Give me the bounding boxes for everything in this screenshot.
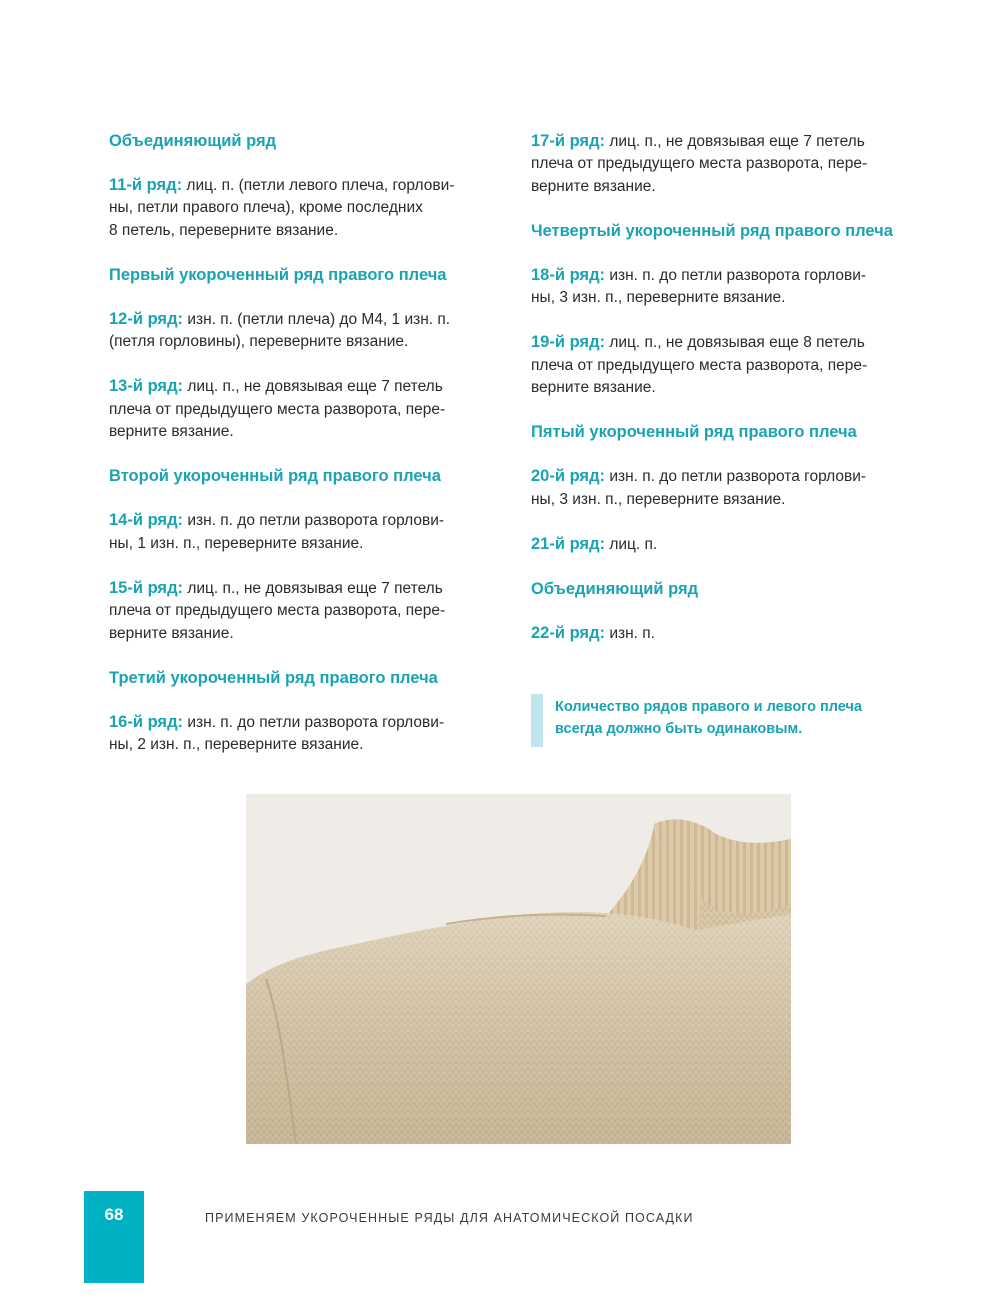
instruction-line — [531, 153, 931, 175]
row-label: 19-й ряд: — [531, 333, 606, 352]
row-label: 13-й ряд: — [109, 377, 184, 396]
row-text: ны, 1 изн. п., переверните вязание. — [109, 534, 364, 552]
section-heading: Пятый укороченный ряд правого плеча — [531, 423, 857, 442]
section-heading: Второй укороченный ряд правого плеча — [109, 467, 441, 486]
row-text: изн. п. (петли плеча) до М4, 1 изн. п. — [183, 310, 451, 328]
row-label: 14-й ряд: — [109, 511, 184, 530]
instruction-line — [531, 176, 931, 198]
section-heading: Объединяющий ряд — [109, 132, 277, 150]
instruction-line — [531, 533, 931, 556]
instruction-line — [109, 509, 509, 532]
instruction-line — [109, 197, 509, 219]
section-heading: Первый укороченный ряд правого плеча — [109, 265, 447, 284]
section-heading: Объединяющий ряд — [531, 580, 699, 599]
instruction-line — [531, 489, 931, 511]
row-instruction — [109, 174, 509, 242]
row-label: 12-й ряд: — [109, 309, 184, 328]
row-instruction — [109, 509, 509, 555]
row-text: плеча от предыдущего места разворота, пере- — [109, 400, 446, 418]
row-text: изн. п. до петли разворота горлови- — [605, 468, 867, 486]
row-text: изн. п. — [605, 625, 655, 643]
row-text: лиц. п., не довязывая еще 7 петель — [183, 378, 443, 396]
row-instruction — [531, 465, 931, 511]
instruction-line — [109, 533, 509, 555]
row-text: ны, петли правого плеча), кроме последних — [109, 199, 423, 217]
section-heading: Четвертый укороченный ряд правого плеча — [531, 221, 893, 240]
instruction-line — [109, 331, 509, 353]
instruction-line — [531, 355, 931, 377]
row-instruction — [531, 622, 931, 645]
instruction-line — [109, 308, 509, 331]
row-instruction — [531, 130, 931, 198]
instruction-line — [531, 331, 931, 354]
row-text: лиц. п. — [605, 535, 658, 553]
row-label: 22-й ряд: — [531, 624, 606, 643]
row-text: плеча от предыдущего места разворота, пере- — [531, 155, 868, 173]
footer-chapter-title: ПРИМЕНЯЕМ УКОРОЧЕННЫЕ РЯДЫ ДЛЯ АНАТОМИЧЕСКОЙ ПОСАДКИ — [205, 1211, 694, 1225]
row-text: верните вязание. — [531, 379, 656, 397]
instruction-line — [109, 734, 509, 756]
row-text: лиц. п., не довязывая еще 8 петель — [605, 334, 865, 352]
instruction-line — [531, 622, 931, 645]
instruction-line — [109, 174, 509, 197]
instruction-line — [531, 287, 931, 309]
row-label: 21-й ряд: — [531, 534, 606, 553]
row-text: лиц. п. (петли левого плеча, горлови- — [182, 177, 455, 194]
row-instruction — [531, 331, 931, 399]
row-label: 20-й ряд: — [531, 467, 606, 486]
note-line: всегда должно быть одинаковым. — [555, 720, 803, 737]
row-text: ны, 3 изн. п., переверните вязание. — [531, 289, 786, 307]
row-instruction — [109, 375, 509, 443]
note-line: Количество рядов правого и левого плеча — [555, 699, 862, 715]
section-heading: Третий укороченный ряд правого плеча — [109, 668, 438, 687]
row-text: лиц. п., не довязывая еще 7 петель — [183, 579, 443, 597]
instruction-line — [109, 220, 509, 242]
instruction-line — [109, 399, 509, 421]
row-text: изн. п. до петли разворота горлови- — [605, 266, 867, 284]
instruction-line — [531, 264, 931, 287]
instruction-line — [109, 577, 509, 600]
row-text: верните вязание. — [109, 423, 234, 441]
instruction-line — [109, 375, 509, 398]
instruction-line — [109, 421, 509, 443]
row-label: 15-й ряд: — [109, 578, 184, 597]
row-text: (петля горловины), переверните вязание. — [109, 333, 409, 351]
row-instruction — [109, 308, 509, 354]
row-instruction — [109, 577, 509, 645]
row-text: ны, 3 изн. п., переверните вязание. — [531, 490, 786, 508]
row-label: 16-й ряд: — [109, 712, 184, 731]
row-label: 17-й ряд: — [531, 132, 606, 150]
row-instruction — [109, 711, 509, 757]
sweater-photo — [246, 794, 791, 1144]
page-number-tab — [84, 1191, 144, 1283]
row-text: верните вязание. — [531, 177, 656, 195]
note-accent-bar — [531, 694, 543, 747]
row-text: 8 петель, переверните вязание. — [109, 221, 339, 239]
row-label: 18-й ряд: — [531, 265, 606, 284]
instruction-line — [109, 600, 509, 622]
row-instruction — [531, 264, 931, 310]
row-text: ны, 2 изн. п., переверните вязание. — [109, 736, 364, 754]
instruction-line — [531, 377, 931, 399]
left-column — [109, 130, 509, 778]
instruction-line — [109, 623, 509, 645]
row-text: плеча от предыдущего места разворота, пере- — [109, 602, 446, 620]
row-text: лиц. п., не довязывая еще 7 петель — [605, 133, 865, 150]
row-text: верните вязание. — [109, 624, 234, 642]
row-text: плеча от предыдущего места разворота, пере- — [531, 356, 868, 374]
instruction-line — [531, 465, 931, 488]
row-text: изн. п. до петли разворота горлови- — [183, 512, 445, 530]
tip-note — [531, 694, 931, 746]
row-label: 11-й ряд: — [109, 176, 183, 194]
page-number: 68 — [104, 1205, 124, 1224]
right-column — [531, 130, 931, 668]
note-text — [555, 697, 862, 740]
row-instruction — [531, 533, 931, 556]
instruction-line — [531, 130, 931, 153]
row-text: изн. п. до петли разворота горлови- — [183, 713, 445, 731]
sweater-illustration — [246, 794, 791, 1144]
instruction-line — [109, 711, 509, 734]
